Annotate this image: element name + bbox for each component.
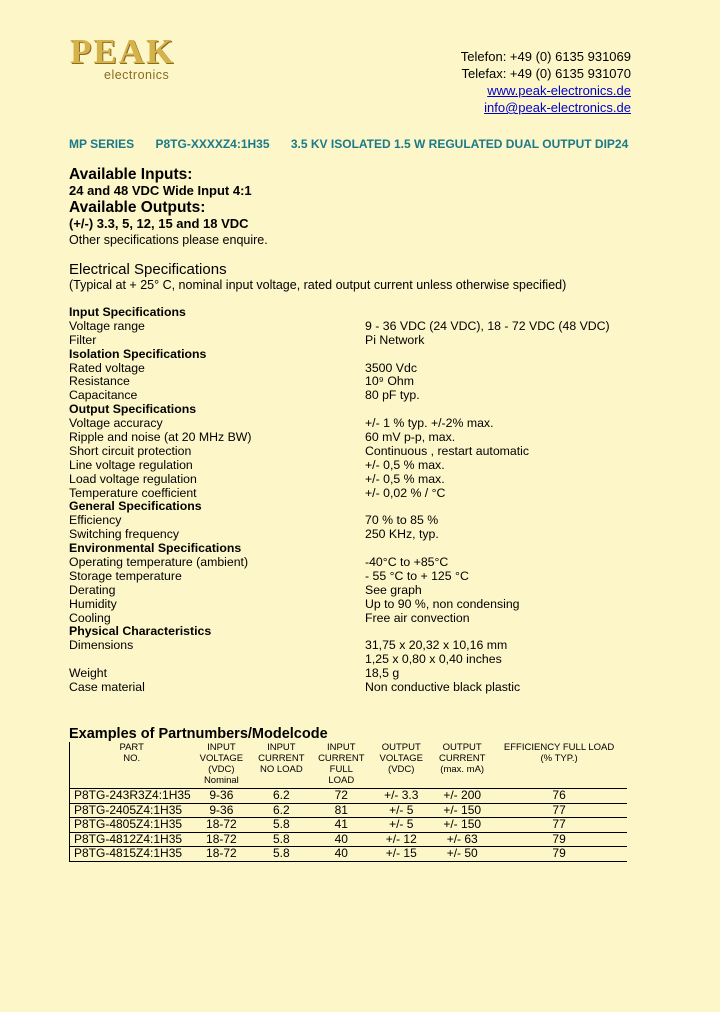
- spec-row: [69, 667, 669, 681]
- spec-section-label: Environmental Specifications: [69, 541, 242, 556]
- spec-label: Resistance: [69, 374, 130, 389]
- spec-row: [69, 584, 669, 598]
- partnumber-table: [69, 742, 627, 862]
- spec-row: [69, 612, 669, 626]
- spec-row: [69, 459, 669, 473]
- phone-number: Telefon: +49 (0) 6135 931069: [460, 49, 631, 64]
- table-row: [70, 832, 628, 847]
- column-header: OUTPUT CURRENT (max. mA): [433, 742, 491, 789]
- series-description: 3.5 KV ISOLATED 1.5 W REGULATED DUAL OUTPUT DIP24: [290, 137, 629, 151]
- available-inputs-value: 24 and 48 VDC Wide Input 4:1: [69, 183, 252, 198]
- spec-section-heading: [69, 348, 669, 362]
- table-cell: 81: [313, 803, 369, 818]
- table-cell: 6.2: [249, 803, 313, 818]
- spec-row: [69, 417, 669, 431]
- available-section: [69, 166, 268, 248]
- table-cell: 79: [491, 847, 627, 862]
- spec-row: [69, 598, 669, 612]
- table-row: [70, 789, 628, 804]
- table-cell: +/- 50: [433, 847, 491, 862]
- logo-word: PEAK: [70, 32, 176, 71]
- spec-section-heading: [69, 403, 669, 417]
- spec-value: 31,75 x 20,32 x 10,16 mm 1,25 x 0,80 x 0,40 inches: [365, 638, 508, 667]
- spec-label: Storage temperature: [69, 568, 182, 583]
- spec-value: 18,5 g: [365, 666, 400, 681]
- table-cell: 72: [313, 789, 369, 804]
- spec-label: Humidity: [69, 596, 117, 611]
- spec-value: Pi Network: [365, 332, 425, 347]
- spec-row: [69, 681, 669, 695]
- spec-section-label: Output Specifications: [69, 402, 197, 417]
- table-cell: 18-72: [193, 832, 249, 847]
- spec-value: +/- 0,02 % / °C: [365, 485, 446, 500]
- spec-value: See graph: [365, 582, 422, 597]
- spec-value: -40°C to +85°C: [365, 555, 449, 570]
- spec-label: Voltage accuracy: [69, 416, 163, 431]
- spec-section-heading: [69, 625, 669, 639]
- spec-row: [69, 528, 669, 542]
- part-number-cell: P8TG-243R3Z4:1H35: [70, 789, 194, 804]
- spec-row: [69, 473, 669, 487]
- spec-row: [69, 556, 669, 570]
- spec-value: Free air convection: [365, 610, 470, 625]
- table-row: [70, 803, 628, 818]
- spec-label: Short circuit protection: [69, 443, 192, 458]
- spec-label: Operating temperature (ambient): [69, 555, 249, 570]
- spec-value: 10⁹ Ohm: [365, 374, 415, 389]
- spec-value: 80 pF typ.: [365, 388, 420, 403]
- table-cell: 40: [313, 847, 369, 862]
- examples-title: Examples of Partnumbers/Modelcode: [69, 726, 328, 742]
- column-header: EFFICIENCY FULL LOAD (% TYP.): [491, 742, 627, 789]
- peak-logo: [70, 34, 185, 84]
- table-cell: 76: [491, 789, 627, 804]
- spec-section-label: Physical Characteristics: [69, 624, 212, 639]
- spec-value: +/- 1 % typ. +/-2% max.: [365, 416, 494, 431]
- electrical-spec-note: (Typical at + 25° C, nominal input voltage, rated output current unless otherwise specified): [69, 278, 567, 292]
- spec-label: Filter: [69, 332, 97, 347]
- available-outputs-title: Available Outputs:: [69, 199, 206, 216]
- column-header: OUTPUT VOLTAGE (VDC): [369, 742, 433, 789]
- spec-section-label: Isolation Specifications: [69, 346, 207, 361]
- table-cell: 40: [313, 832, 369, 847]
- series-model: P8TG-XXXXZ4:1H35: [155, 137, 270, 151]
- column-header: INPUT CURRENT NO LOAD: [249, 742, 313, 789]
- spec-label: Derating: [69, 582, 116, 597]
- spec-row: [69, 389, 669, 403]
- website-link[interactable]: www.peak-electronics.de: [487, 83, 631, 98]
- spec-value: 60 mV p-p, max.: [365, 430, 456, 445]
- table-cell: 9-36: [193, 789, 249, 804]
- column-header: PART NO.: [70, 742, 194, 789]
- spec-label: Load voltage regulation: [69, 471, 197, 486]
- spec-row: [69, 362, 669, 376]
- table-cell: 5.8: [249, 832, 313, 847]
- table-cell: +/- 5: [369, 803, 433, 818]
- spec-value: +/- 0,5 % max.: [365, 457, 445, 472]
- enquire-note: Other specifications please enquire.: [69, 233, 268, 247]
- logo-subtitle: electronics: [104, 68, 170, 82]
- table-cell: +/- 150: [433, 818, 491, 833]
- table-cell: 5.8: [249, 847, 313, 862]
- spec-row: [69, 487, 669, 501]
- spec-label: Temperature coefficient: [69, 485, 197, 500]
- table-cell: 41: [313, 818, 369, 833]
- table-cell: 5.8: [249, 818, 313, 833]
- spec-row: [69, 320, 669, 334]
- table-cell: 77: [491, 803, 627, 818]
- spec-value: 3500 Vdc: [365, 360, 417, 375]
- spec-label: Case material: [69, 680, 145, 695]
- spec-row: [69, 639, 669, 667]
- table-cell: 77: [491, 818, 627, 833]
- spec-value: 70 % to 85 %: [365, 513, 439, 528]
- series-name: MP SERIES: [69, 137, 135, 151]
- table-cell: +/- 12: [369, 832, 433, 847]
- spec-value: Continuous , restart automatic: [365, 443, 530, 458]
- spec-list: [69, 306, 669, 695]
- series-header: [69, 137, 631, 151]
- spec-label: Weight: [69, 666, 108, 681]
- spec-value: 250 KHz, typ.: [365, 527, 439, 542]
- spec-section-label: General Specifications: [69, 499, 202, 514]
- table-header-row: [70, 742, 628, 789]
- table-body: [70, 789, 628, 862]
- table-cell: +/- 5: [369, 818, 433, 833]
- table-cell: 18-72: [193, 818, 249, 833]
- table-cell: 79: [491, 832, 627, 847]
- part-number-cell: P8TG-4815Z4:1H35: [70, 847, 194, 862]
- table-cell: 6.2: [249, 789, 313, 804]
- spec-value: +/- 0,5 % max.: [365, 471, 445, 486]
- available-outputs-value: (+/-) 3.3, 5, 12, 15 and 18 VDC: [69, 216, 249, 231]
- part-number-cell: P8TG-2405Z4:1H35: [70, 803, 194, 818]
- spec-row: [69, 431, 669, 445]
- spec-value: Non conductive black plastic: [365, 680, 521, 695]
- spec-section-heading: [69, 542, 669, 556]
- spec-label: Capacitance: [69, 388, 138, 403]
- table-cell: +/- 150: [433, 803, 491, 818]
- spec-label: Line voltage regulation: [69, 457, 193, 472]
- table-cell: 9-36: [193, 803, 249, 818]
- table-row: [70, 818, 628, 833]
- spec-row: [69, 445, 669, 459]
- spec-value: Up to 90 %, non condensing: [365, 596, 520, 611]
- part-number-cell: P8TG-4812Z4:1H35: [70, 832, 194, 847]
- spec-section-label: Input Specifications: [69, 305, 186, 319]
- table-cell: 18-72: [193, 847, 249, 862]
- spec-section-heading: [69, 500, 669, 514]
- table-cell: +/- 200: [433, 789, 491, 804]
- table-cell: +/- 63: [433, 832, 491, 847]
- table-cell: +/- 3.3: [369, 789, 433, 804]
- spec-label: Dimensions: [69, 638, 134, 653]
- spec-value: 9 - 36 VDC (24 VDC), 18 - 72 VDC (48 VDC): [365, 318, 610, 333]
- column-header: INPUT CURRENT FULL LOAD: [313, 742, 369, 789]
- part-number-cell: P8TG-4805Z4:1H35: [70, 818, 194, 833]
- spec-value: - 55 °C to + 125 °C: [365, 568, 469, 583]
- spec-section-heading: [69, 306, 669, 320]
- column-header: INPUT VOLTAGE (VDC) Nominal: [193, 742, 249, 789]
- spec-row: [69, 514, 669, 528]
- email-link[interactable]: info@peak-electronics.de: [484, 100, 631, 115]
- fax-number: Telefax: +49 (0) 6135 931070: [461, 66, 631, 81]
- spec-label: Switching frequency: [69, 527, 180, 542]
- electrical-spec-title: Electrical Specifications: [69, 261, 227, 278]
- spec-row: [69, 375, 669, 389]
- spec-label: Efficiency: [69, 513, 122, 528]
- spec-label: Voltage range: [69, 318, 145, 333]
- spec-label: Ripple and noise (at 20 MHz BW): [69, 430, 252, 445]
- table-row: [70, 847, 628, 862]
- contact-block: [461, 48, 631, 116]
- available-inputs-title: Available Inputs:: [69, 166, 193, 183]
- table-cell: +/- 15: [369, 847, 433, 862]
- spec-label: Rated voltage: [69, 360, 145, 375]
- spec-row: [69, 570, 669, 584]
- spec-row: [69, 334, 669, 348]
- spec-label: Cooling: [69, 610, 111, 625]
